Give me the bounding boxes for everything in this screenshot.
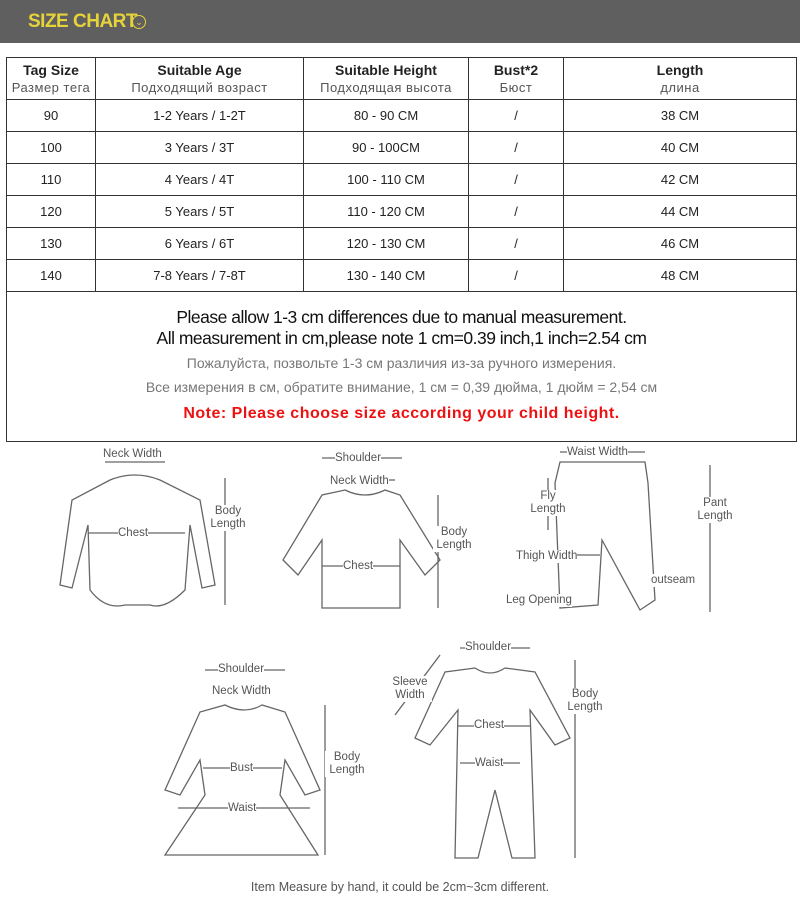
table-cell: 5 Years / 5T [96, 196, 304, 228]
shirt-shoulder-label: Shoulder [335, 452, 382, 464]
table-cell: 4 Years / 4T [96, 164, 304, 196]
col-bust: Bust*2 Бюст [469, 58, 564, 100]
romper-body-label: Body Length [567, 688, 603, 713]
shirt-drawing [283, 490, 440, 608]
footer-note: Item Measure by hand, it could be 2cm~3cm different. [250, 880, 550, 894]
pants-thigh-label: Thigh Width [516, 550, 578, 562]
table-cell: 140 [7, 260, 96, 292]
table-cell: 46 CM [564, 228, 797, 260]
dress-drawing [165, 705, 320, 855]
table-cell: 100 [7, 132, 96, 164]
table-cell: 120 [7, 196, 96, 228]
table-cell: 1-2 Years / 1-2T [96, 100, 304, 132]
table-cell: 110 [7, 164, 96, 196]
pants-fly-label: Fly Length [528, 490, 568, 516]
bodysuit-drawing [60, 475, 215, 606]
table-cell: 7-8 Years / 7-8T [96, 260, 304, 292]
bodysuit-body-label: Body Length [208, 505, 248, 531]
table-cell: / [469, 132, 564, 164]
table-cell: 3 Years / 3T [96, 132, 304, 164]
dress-neck-label: Neck Width [212, 685, 271, 697]
table-cell: 6 Years / 6T [96, 228, 304, 260]
romper-sleeve-label: Sleeve Width [388, 676, 432, 702]
pants-outseam-label: outseam [651, 574, 696, 586]
table-cell: 44 CM [564, 196, 797, 228]
table-cell: 48 CM [564, 260, 797, 292]
pants-length-label: Pant Length [693, 497, 737, 523]
chevron-down-circle-icon[interactable]: ⌄ [132, 15, 146, 29]
pants-leg-label: Leg Opening [506, 594, 572, 606]
table-cell: 120 - 130 CM [304, 228, 469, 260]
note-choose-size: Note: Please choose size according your child height. [183, 405, 620, 422]
dress-waist-label: Waist [228, 802, 257, 814]
pants-waist-label: Waist Width [567, 446, 628, 458]
dress-shoulder-label: Shoulder [218, 663, 265, 675]
romper-shoulder-label: Shoulder [465, 641, 512, 653]
shirt-body-label: Body Length [433, 526, 475, 552]
table-cell: 90 - 100CM [304, 132, 469, 164]
col-age: Suitable Age Подходящий возраст [96, 58, 304, 100]
table-cell: / [469, 196, 564, 228]
pants-drawing [555, 462, 655, 610]
table-cell: 42 CM [564, 164, 797, 196]
table-cell: 130 - 140 CM [304, 260, 469, 292]
dress-body-label: Body Length [325, 751, 369, 777]
table-cell: / [469, 100, 564, 132]
table-cell: / [469, 228, 564, 260]
romper-waist-label: Waist [475, 757, 504, 769]
shirt-neck-label: Neck Width [330, 475, 389, 487]
note-allowance: Please allow 1-3 cm differences due to manual measurement. [176, 307, 627, 327]
note-conversion: All measurement in cm,please note 1 cm=0.39 inch,1 inch=2.54 cm [156, 328, 647, 348]
col-length: Length длина [564, 58, 797, 100]
note-allowance-ru: Пожалуйста, позвольте 1-3 см различия из-за ручного измерения. [186, 355, 617, 371]
table-cell: 38 CM [564, 100, 797, 132]
dress-bust-label: Bust [230, 762, 254, 774]
table-cell: / [469, 260, 564, 292]
table-cell: 110 - 120 CM [304, 196, 469, 228]
table-cell: 90 [7, 100, 96, 132]
romper-chest-label: Chest [474, 719, 505, 731]
col-tag-size: Tag Size Размер тега [7, 58, 96, 100]
table-cell: 80 - 90 CM [304, 100, 469, 132]
note-conversion-ru: Все измерения в см, обратите внимание, 1 см = 0,39 дюйма, 1 дюйм = 2,54 см [145, 379, 658, 395]
shirt-chest-label: Chest [343, 560, 374, 572]
col-height: Suitable Height Подходящая высота [304, 58, 469, 100]
page-title: SIZE CHART [28, 11, 137, 32]
table-cell: 130 [7, 228, 96, 260]
table-cell: / [469, 164, 564, 196]
bodysuit-chest-label: Chest [118, 527, 149, 539]
table-cell: 40 CM [564, 132, 797, 164]
bodysuit-neck-label: Neck Width [103, 448, 162, 460]
table-cell: 100 - 110 CM [304, 164, 469, 196]
